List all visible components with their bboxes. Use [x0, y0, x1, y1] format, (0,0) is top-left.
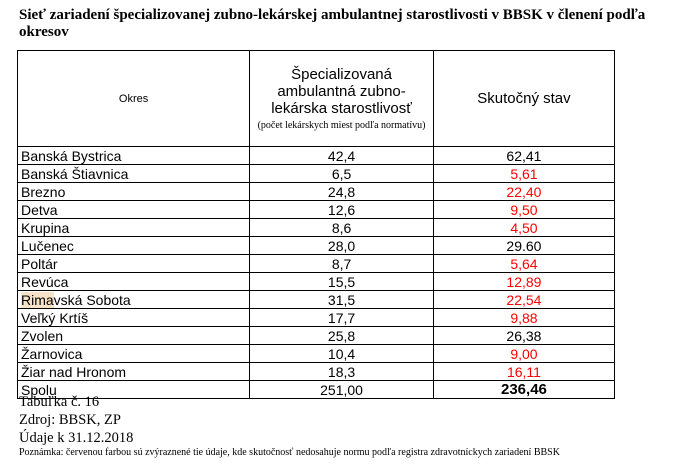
- row-name: Banská Štiavnica: [18, 165, 250, 183]
- table-row: [18, 219, 615, 237]
- row-name: Poltár: [18, 255, 250, 273]
- row-name: Žiar nad Hronom: [18, 363, 250, 381]
- row-spec: 6,5: [250, 165, 434, 183]
- row-spec: 10,4: [250, 345, 434, 363]
- row-spec: 17,7: [250, 309, 434, 327]
- total-name: Spolu: [18, 381, 250, 399]
- table-row: [18, 147, 615, 165]
- table-header-row: [18, 51, 615, 147]
- row-name: Brezno: [18, 183, 250, 201]
- row-spec: 15,5: [250, 273, 434, 291]
- row-spec: 42,4: [250, 147, 434, 165]
- row-name-highlight: Rima: [21, 291, 54, 308]
- table-row: [18, 363, 615, 381]
- row-stav: 16,11: [433, 363, 614, 381]
- row-name-rest: vská Sobota: [53, 291, 131, 308]
- row-stav: 9,88: [433, 309, 614, 327]
- row-name: Detva: [18, 201, 250, 219]
- row-name: Veľký Krtíš: [18, 309, 250, 327]
- table-row: [18, 327, 615, 345]
- source-line: Zdroj: BBSK, ZP: [19, 412, 121, 428]
- footnote: Poznámka: červenou farbou sú zvýraznené tie údaje, kde skutočnosť nedosahuje normu podľa registra zdravotníckych zariadení BBSK: [19, 447, 560, 458]
- header-okres: Okres: [18, 51, 250, 147]
- row-stav: 5,61: [433, 165, 614, 183]
- row-stav: 12,89: [433, 273, 614, 291]
- header-spec-main: Špecializovaná ambulantná zubno-lekárska starostlivosť: [271, 65, 412, 117]
- row-stav: 22,54: [433, 291, 614, 309]
- row-stav: 26,38: [433, 327, 614, 345]
- table-row: [18, 201, 615, 219]
- row-name: Revúca: [18, 273, 250, 291]
- header-spec: [250, 51, 434, 147]
- total-spec: 251,00: [250, 381, 434, 399]
- table-number: Tabuľka č. 16: [19, 394, 100, 410]
- table-row: [18, 345, 615, 363]
- row-spec: 8,7: [250, 255, 434, 273]
- row-spec: 25,8: [250, 327, 434, 345]
- table-title: Sieť zariadení špecializovanej zubno-lekárskej ambulantnej starostlivosti v BBSK v členení podľa okresov: [19, 7, 646, 40]
- row-name: Krupina: [18, 219, 250, 237]
- row-name: Banská Bystrica: [18, 147, 250, 165]
- table-row: [18, 237, 615, 255]
- total-row: [18, 381, 615, 399]
- row-stav: 62,41: [433, 147, 614, 165]
- table-row: [18, 273, 615, 291]
- total-stav: 236,46: [433, 381, 614, 399]
- row-name: Lučenec: [18, 237, 250, 255]
- row-name: Žarnovica: [18, 345, 250, 363]
- header-stav: Skutočný stav: [433, 51, 614, 147]
- row-spec: 28,0: [250, 237, 434, 255]
- row-stav: 5,64: [433, 255, 614, 273]
- table-row: [18, 309, 615, 327]
- row-stav: 22,40: [433, 183, 614, 201]
- row-stav: 29.60: [433, 237, 614, 255]
- row-stav: 9,50: [433, 201, 614, 219]
- row-stav: 9,00: [433, 345, 614, 363]
- row-spec: 12,6: [250, 201, 434, 219]
- row-spec: 18,3: [250, 363, 434, 381]
- row-name: [18, 291, 250, 309]
- header-spec-note: (počet lekárskych miest podľa normatívu): [257, 119, 426, 131]
- table-row: [18, 291, 615, 309]
- row-spec: 8,6: [250, 219, 434, 237]
- row-stav: 4,50: [433, 219, 614, 237]
- table-row: [18, 165, 615, 183]
- row-spec: 24,8: [250, 183, 434, 201]
- districts-table: [17, 50, 615, 399]
- table-row: [18, 183, 615, 201]
- date-line: Údaje k 31.12.2018: [19, 430, 134, 446]
- table-row: [18, 255, 615, 273]
- row-spec: 31,5: [250, 291, 434, 309]
- row-name: Zvolen: [18, 327, 250, 345]
